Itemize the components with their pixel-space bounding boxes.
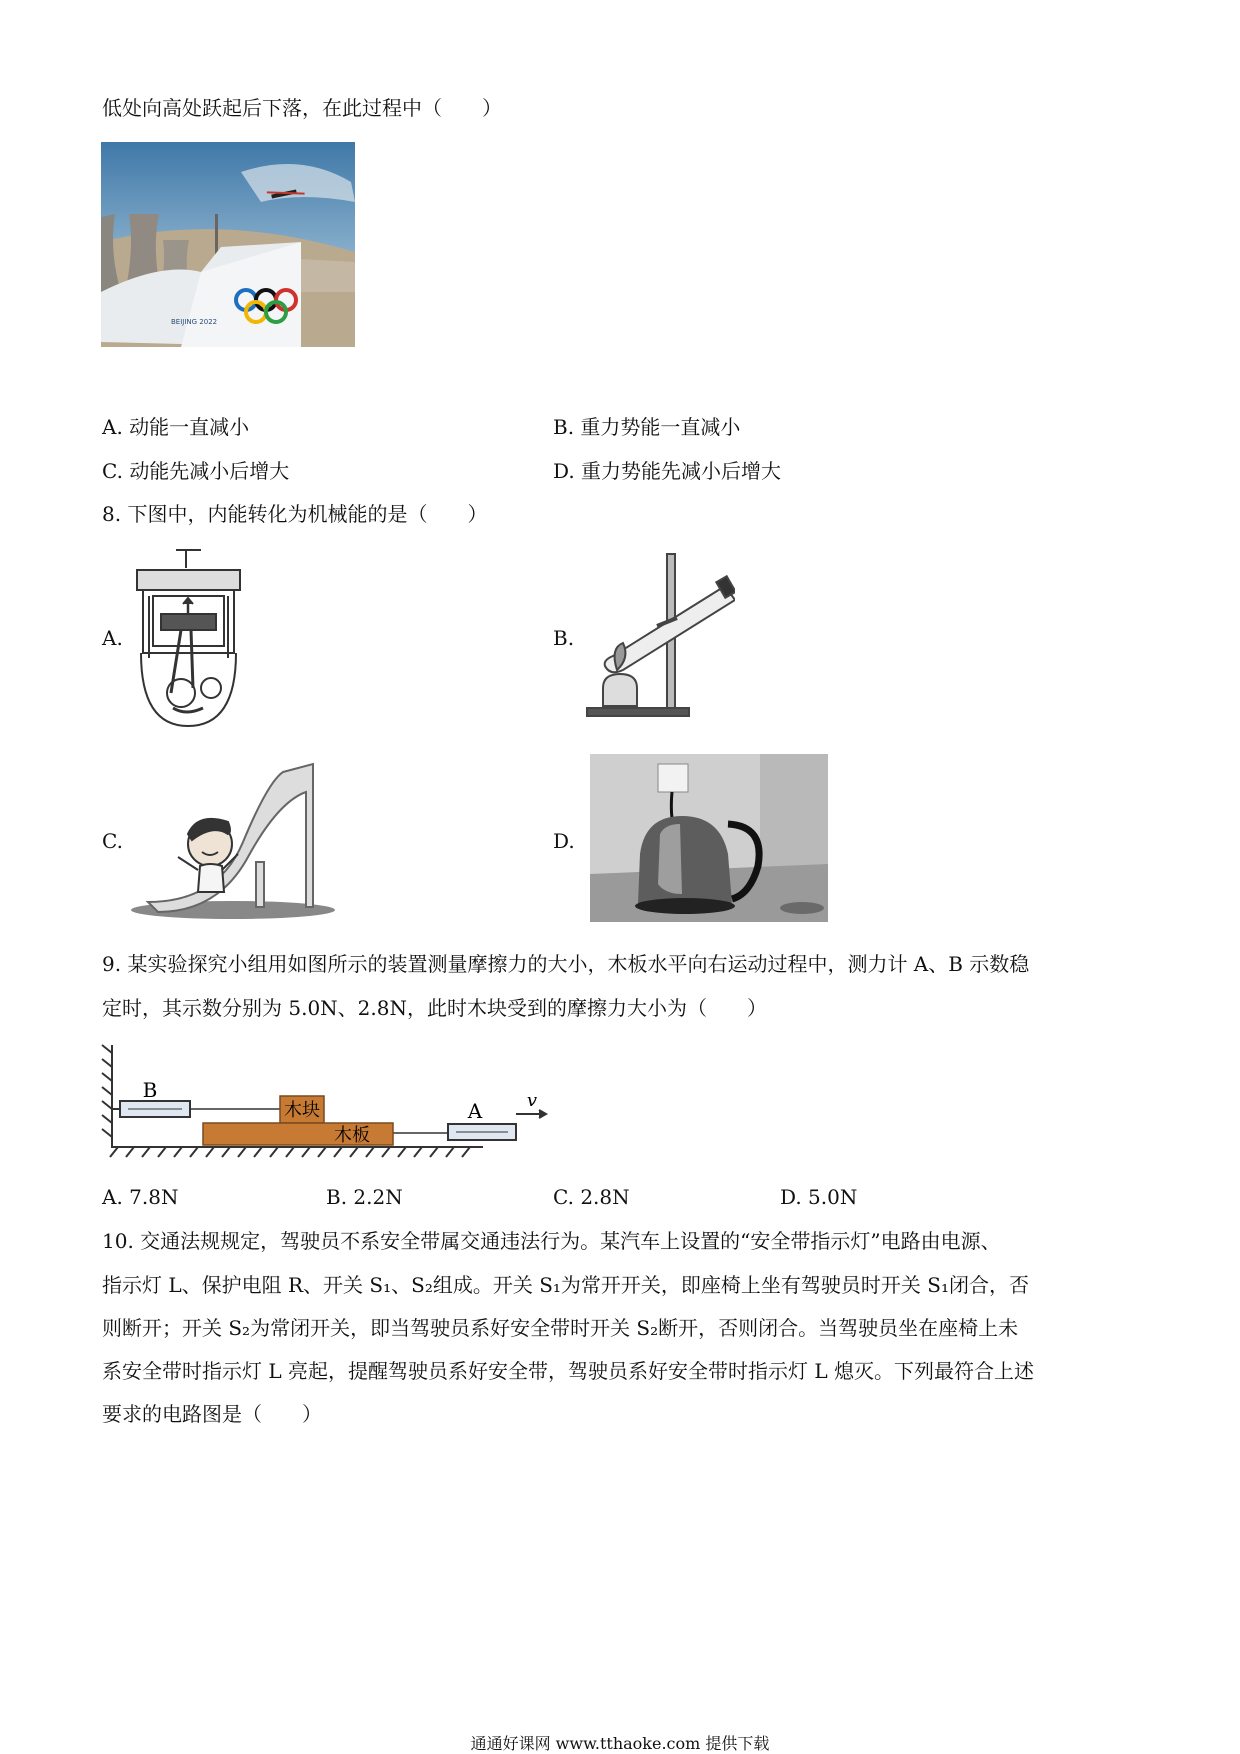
q9-option-c: C. 2.8N <box>553 1185 630 1209</box>
q8-label-d: D. <box>553 829 575 853</box>
question-10-line-1: 10. 交通法规规定，驾驶员不系安全带属交通违法行为。某汽车上设置的“安全带指示灯”电路由电源、 <box>102 1229 1001 1253</box>
q9-option-d: D. 5.0N <box>780 1185 858 1209</box>
question-10-line-5: 要求的电路图是（ ） <box>102 1402 322 1426</box>
question-10-line-2: 指示灯 L、保护电阻 R、开关 S₁、S₂组成。开关 S₁为常开开关，即座椅上坐有驾驶员时开关 S₁闭合，否 <box>102 1273 1030 1297</box>
q7-option-b: B. 重力势能一直减小 <box>553 415 741 439</box>
question-9-stem-line-1: 9. 某实验探究小组用如图所示的装置测量摩擦力的大小，木板水平向右运动过程中，测力计 A、B 示数稳 <box>102 952 1030 976</box>
q8-label-b: B. <box>553 626 575 650</box>
electric-kettle-photo <box>590 754 828 922</box>
q8-label-a: A. <box>102 626 123 650</box>
wood-block-label: 木块 <box>284 1100 320 1121</box>
question-7-stem-tail: 低处向高处跃起后下落，在此过程中（ ） <box>102 96 502 120</box>
question-10-line-4: 系安全带时指示灯 L 亮起，提醒驾驶员系好安全带，驾驶员系好安全带时指示灯 L 熄灭。下列最符合上述 <box>102 1359 1034 1383</box>
wood-board-label: 木板 <box>334 1125 370 1146</box>
q7-option-c: C. 动能先减小后增大 <box>102 459 290 483</box>
page-footer: 通通好课网 www.tthaoke.com 提供下载 <box>470 1734 770 1753</box>
q7-option-d: D. 重力势能先减小后增大 <box>553 459 782 483</box>
question-10-line-3: 则断开；开关 S₂为常闭开关，即当驾驶员系好安全带时开关 S₂断开，否则闭合。当驾驶员坐在座椅上未 <box>102 1316 1019 1340</box>
friction-experiment-diagram <box>98 1043 550 1161</box>
engine-cylinder-diagram <box>131 548 246 728</box>
question-8-stem: 8. 下图中，内能转化为机械能的是（ ） <box>102 502 488 526</box>
test-tube-heating-diagram <box>585 548 735 723</box>
question-9-stem-line-2: 定时，其示数分别为 5.0N、2.8N，此时木块受到的摩擦力大小为（ ） <box>102 996 767 1020</box>
ski-jump-photo <box>101 142 355 347</box>
q7-option-a: A. 动能一直减小 <box>102 415 250 439</box>
child-on-slide-diagram <box>128 762 338 920</box>
q9-option-a: A. 7.8N <box>102 1185 179 1209</box>
spring-scale-b-label: B <box>142 1078 158 1102</box>
velocity-label: v <box>526 1090 538 1111</box>
beijing-2022-logo-text: BEIJING 2022 <box>171 318 218 326</box>
spring-scale-a-label: A <box>467 1099 483 1123</box>
q8-label-c: C. <box>102 829 123 853</box>
q9-option-b: B. 2.2N <box>326 1185 403 1209</box>
